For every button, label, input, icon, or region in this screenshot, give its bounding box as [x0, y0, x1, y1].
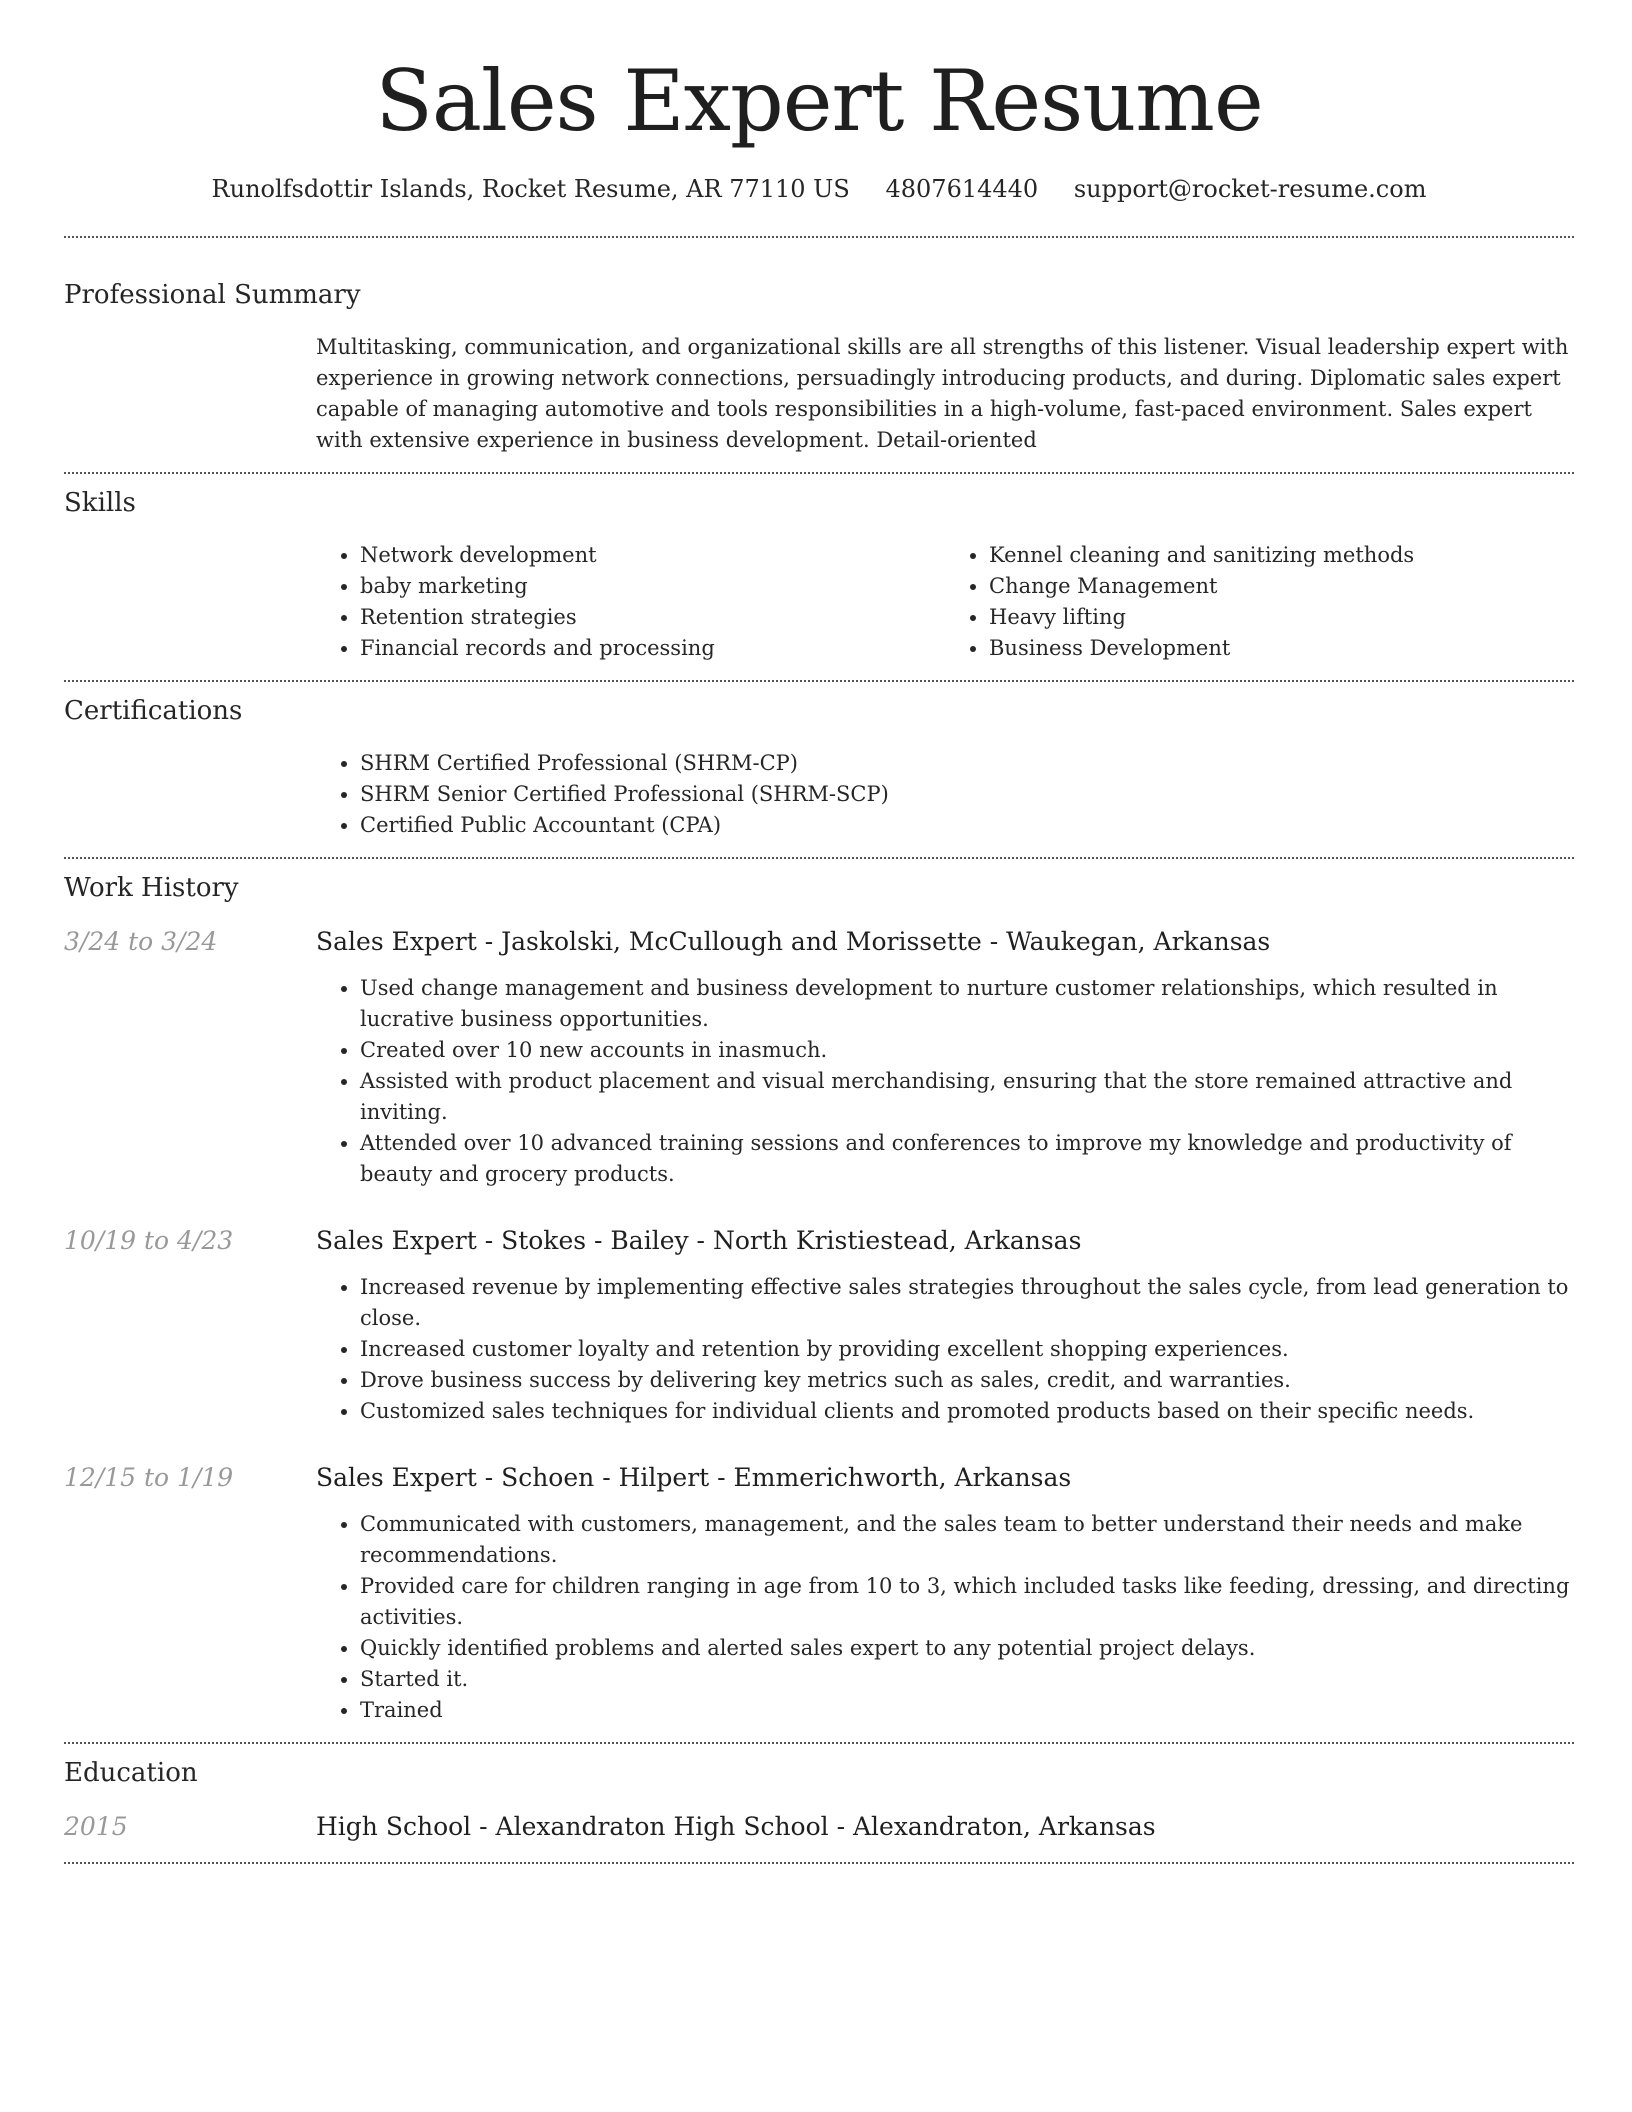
job-bullet: • Provided care for children ranging in age from 10 to 3, which included tasks like feeding, dressing, and directing activities. [360, 1571, 1574, 1633]
job-bullet: • Assisted with product placement and visual merchandising, ensuring that the store remained attractive and inviting. [360, 1066, 1574, 1128]
phone: 4807614440 [885, 175, 1039, 203]
skills-heading: Skills [64, 488, 136, 518]
summary-text: Multitasking, communication, and organizational skills are all strengths of this listener. Visual leadership expert with experience in growing network connections, persuadingly introducing products, and during. Diplomatic sales expert capable of managing automotive and tools responsibilities in a high-volume, fast-paced environment. Sales expert with extensive experience in business development. Detail-oriented [316, 335, 1569, 452]
skill-item: • Heavy lifting [989, 602, 1574, 633]
job-title: Sales Expert - Stokes - Bailey - North Kristiestead, Arkansas [316, 1226, 1082, 1255]
certifications-section [64, 694, 1574, 841]
summary-heading: Professional Summary [64, 280, 361, 310]
job-bullet: • Drove business success by delivering key metrics such as sales, credit, and warranties. [360, 1365, 1574, 1396]
contact-line [64, 174, 1574, 204]
certification-item: • SHRM Certified Professional (SHRM-CP) [360, 748, 1574, 779]
education-date: 2015 [64, 1812, 128, 1841]
divider [64, 1742, 1574, 1744]
job-bullet: • Used change management and business development to nurture customer relationships, which resulted in lucrative business opportunities. [360, 973, 1574, 1035]
skills-list-left [316, 540, 945, 664]
job-bullets [316, 1272, 1574, 1427]
job-bullet: • Quickly identified problems and alerted sales expert to any potential project delays. [360, 1633, 1574, 1664]
job-bullet: • Attended over 10 advanced training sessions and conferences to improve my knowledge and productivity of beauty and grocery products. [360, 1128, 1574, 1190]
job-entry [64, 1461, 1574, 1726]
divider [64, 857, 1574, 859]
work-history-section [64, 871, 1574, 1726]
divider [64, 472, 1574, 474]
skill-item: • Change Management [989, 571, 1574, 602]
job-bullets [316, 1509, 1574, 1726]
job-bullet: • Increased revenue by implementing effective sales strategies throughout the sales cycle, from lead generation to close. [360, 1272, 1574, 1334]
skill-item: • Retention strategies [360, 602, 945, 633]
job-date: 10/19 to 4/23 [64, 1226, 234, 1255]
skills-grid [316, 540, 1574, 664]
education-section [64, 1756, 1574, 1844]
certifications-body [316, 748, 1574, 841]
job-bullet: • Created over 10 new accounts in inasmuch. [360, 1035, 1574, 1066]
certification-item: • Certified Public Accountant (CPA) [360, 810, 1574, 841]
job-title: Sales Expert - Schoen - Hilpert - Emmerichworth, Arkansas [316, 1463, 1072, 1492]
job-date: 3/24 to 3/24 [64, 927, 218, 956]
job-details [316, 925, 1574, 1190]
certification-item: • SHRM Senior Certified Professional (SHRM-SCP) [360, 779, 1574, 810]
divider [64, 680, 1574, 682]
job-details [316, 1461, 1574, 1726]
skill-item: • Financial records and processing [360, 633, 945, 664]
certifications-heading: Certifications [64, 696, 243, 726]
work-history-heading: Work History [64, 873, 239, 903]
job-entry [64, 925, 1574, 1190]
certifications-list [316, 748, 1574, 841]
skill-item: • Kennel cleaning and sanitizing methods [989, 540, 1574, 571]
education-title: High School - Alexandraton High School - Alexandraton, Arkansas [316, 1812, 1156, 1841]
skill-item: • Network development [360, 540, 945, 571]
education-details [316, 1810, 1574, 1844]
divider [64, 236, 1574, 238]
skill-item: • Business Development [989, 633, 1574, 664]
job-entry [64, 1224, 1574, 1427]
job-title: Sales Expert - Jaskolski, McCullough and Morissette - Waukegan, Arkansas [316, 927, 1271, 956]
resume-title: Sales Expert Resume [375, 52, 1263, 150]
email: support@rocket-resume.com [1073, 175, 1427, 203]
skills-list-right [945, 540, 1574, 664]
skills-section [64, 486, 1574, 664]
skill-item: • baby marketing [360, 571, 945, 602]
divider [64, 1862, 1574, 1864]
job-details [316, 1224, 1574, 1427]
job-bullet: • Started it. [360, 1664, 1574, 1695]
job-bullets [316, 973, 1574, 1190]
address: Runolfsdottir Islands, Rocket Resume, AR 77110 US [211, 175, 850, 203]
job-bullet: • Increased customer loyalty and retention by providing excellent shopping experiences. [360, 1334, 1574, 1365]
summary-section [64, 278, 1574, 456]
job-bullet: • Trained [360, 1695, 1574, 1726]
job-bullet: • Customized sales techniques for individual clients and promoted products based on their specific needs. [360, 1396, 1574, 1427]
resume-content [64, 0, 1574, 1864]
education-entry [64, 1810, 1574, 1844]
job-date: 12/15 to 1/19 [64, 1463, 234, 1492]
job-bullet: • Communicated with customers, management, and the sales team to better understand their needs and make recommendations. [360, 1509, 1574, 1571]
education-heading: Education [64, 1758, 198, 1788]
